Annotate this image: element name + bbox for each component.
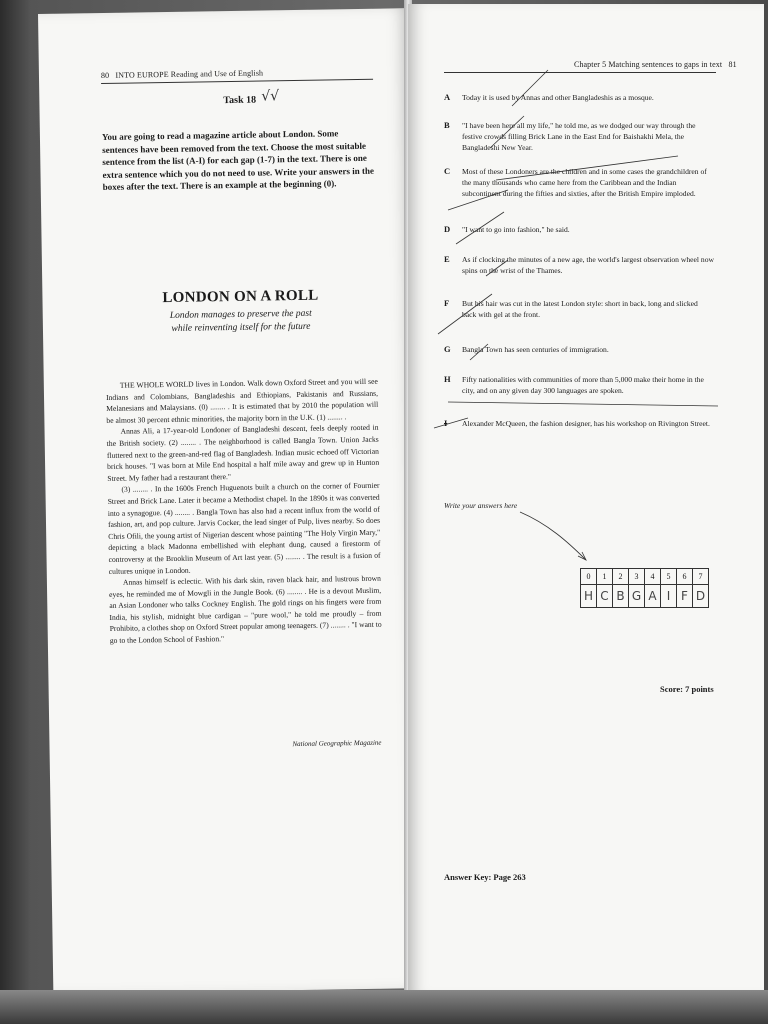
option-text: "I have been here all my life," he told me, as we dodged our way through the festive crowds filling Brick Lane in the East End for Baishakhi Mela, the Bangladeshi New Year. <box>462 121 696 152</box>
task-title: Task 18 <box>223 94 257 107</box>
option-text: Bangla Town has seen centuries of immigration. <box>462 345 609 354</box>
answer-cell[interactable]: A <box>645 585 661 608</box>
option-letter: F <box>444 298 450 308</box>
article-paragraph: Annas himself is eclectic. With his dark skin, raven black hair, and lustrous brown eyes, he reminded me of Mowgli in the Jungle Book. (6) ........ . He is a devout Muslim, an Asian Londoner who talks Cockney English. The gold rings on his fingers were from India, his stylish, midnight blue cardigan – "pure wool," he told me proudly – from Prohibito, a clothes shop on Oxford Street popular among teenagers. (7) ........ . "I want to go to the London School of Fashion." <box>109 573 382 646</box>
left-running-head <box>101 68 263 80</box>
right-page-number: 81 <box>728 60 737 69</box>
article-paragraph: THE WHOLE WORLD lives in London. Walk down Oxford Street and you will see Indians and Colombians, Bangladeshis and Ethiopians, Pakistanis and Russians, Melanesians and Malaysians. (0) ........ . It is estimated that by 2010 the population will be almost 30 percent ethnic minorities, the majority born in the U.K. (1) ........ . <box>105 376 379 425</box>
left-page <box>38 8 425 994</box>
option-c <box>446 166 714 199</box>
option-letter: A <box>444 92 451 102</box>
article-body <box>106 376 382 647</box>
answer-letter-row <box>581 585 709 608</box>
answer-column-number: 0 <box>581 569 597 585</box>
task-check-mark: √√ <box>261 88 280 105</box>
answer-cell[interactable]: I <box>661 585 677 608</box>
option-text: Today it is used by Annas and other Bangladeshis as a mosque. <box>462 93 654 102</box>
answer-cell[interactable]: B <box>613 585 629 608</box>
answer-cell[interactable]: H <box>581 585 597 608</box>
write-answers-label: Write your answers here <box>444 501 518 510</box>
option-g <box>446 344 714 355</box>
option-letter: H <box>444 374 451 384</box>
answer-cell[interactable]: F <box>677 585 693 608</box>
answer-column-number: 2 <box>613 569 629 585</box>
answer-cell[interactable]: G <box>629 585 645 608</box>
right-running-head <box>574 60 737 69</box>
option-h <box>446 374 714 396</box>
answer-cell[interactable]: D <box>693 585 709 608</box>
subheadline-line-2: while reinventing itself for the future <box>171 321 311 334</box>
scan-bottom-edge <box>0 990 768 1024</box>
answer-column-number: 6 <box>677 569 693 585</box>
option-a <box>446 92 714 103</box>
answer-column-number: 1 <box>597 569 613 585</box>
option-d <box>446 224 714 235</box>
option-letter: B <box>444 120 450 130</box>
option-text: Most of these Londoners are the children and in some cases the grandchildren of the many thousands who came here from the Caribbean and the Indian subcontinent during the fifties and sixties, after the British Empire imploded. <box>462 167 707 198</box>
option-text: Fifty nationalities with communities of more than 5,000 make their home in the city, and on any given day 300 languages are spoken. <box>462 375 704 395</box>
article-source: National Geographic Magazine <box>292 738 382 749</box>
article-headline: LONDON ON A ROLL <box>162 287 319 307</box>
article-paragraph: (3) ........ . In the 1600s French Huguenots built a church on the corner of Fournier Street and Brick Lane. Later it became a Methodist chapel. In the 1890s it was converted into a synagogue. (4) ........ . Bangla Town has also had a recent influx from the world of fashion, art, and pop culture. Jarvis Cocker, the lead singer of Pulp, lives nearby. So does Chris Ofili, the young artist of Nigerian descent whose painting "The Holy Virgin Mary," depicting a black Madonna embellished with elephant dung, caused a firestorm of controversy at the Brooklin Museum of Art last year. (5) ........ . The result is a fusion of cultures unique in London. <box>107 481 381 576</box>
article-paragraph: Annas Ali, a 17-year-old Londoner of Bangladeshi descent, feels deeply rooted in the British society. (2) ........ . The neighborhood is called Bangla Town. Union Jacks fluttered next to the green-and-red flag of Bangladesh. Indian music echoed off Victorian brick houses. "I was born at Mile End hospital a half mile away and grew up in Hunton Street. My father had a restaurant there." <box>106 423 380 483</box>
task-instructions: You are going to read a magazine article about London. Some sentences have been removed from the text. Choose the most suitable sentence from the list (A-I) for each gap (1-7) in the text. There is one extra sentence which you do not need to use. Write your answers in the boxes after the text. There is an example at the beginning (0). <box>101 128 375 193</box>
answer-column-number: 7 <box>693 569 709 585</box>
option-i <box>446 418 714 429</box>
option-letter: I <box>444 418 448 428</box>
option-text: "I want to go into fashion," he said. <box>462 225 570 234</box>
right-head-rule <box>444 72 716 73</box>
option-b <box>446 120 714 153</box>
option-e <box>446 254 714 276</box>
answer-cell[interactable]: C <box>597 585 613 608</box>
option-text: As if clocking the minutes of a new age, the world's largest observation wheel now spins on the wrist of the Thames. <box>462 255 714 275</box>
answer-number-row <box>581 569 709 585</box>
answer-key-reference: Answer Key: Page 263 <box>444 872 526 882</box>
option-letter: C <box>444 166 451 176</box>
arrow-head <box>578 552 586 560</box>
answer-grid <box>580 568 709 608</box>
left-running-head-title: INTO EUROPE Reading and Use of English <box>115 68 264 80</box>
answer-column-number: 4 <box>645 569 661 585</box>
option-letter: E <box>444 254 450 264</box>
right-page <box>408 4 764 994</box>
answer-column-number: 5 <box>661 569 677 585</box>
option-letter: D <box>444 224 451 234</box>
option-letter: G <box>444 344 451 354</box>
left-head-rule <box>101 79 373 84</box>
answer-column-number: 3 <box>629 569 645 585</box>
option-text: Alexander McQueen, the fashion designer, has his workshop on Rivington Street. <box>462 419 710 428</box>
subheadline-line-1: London manages to preserve the past <box>169 308 312 321</box>
score-label: Score: 7 points <box>660 684 714 694</box>
pen-stroke <box>448 402 718 406</box>
arrow-stroke <box>520 512 586 560</box>
right-running-head-title: Chapter 5 Matching sentences to gaps in text <box>574 60 723 69</box>
option-text: But his hair was cut in the latest London style: short in back, long and slicked back with gel at the front. <box>462 299 698 319</box>
article-subheadline <box>105 307 377 337</box>
left-page-number: 80 <box>100 70 110 81</box>
option-f <box>446 298 714 320</box>
